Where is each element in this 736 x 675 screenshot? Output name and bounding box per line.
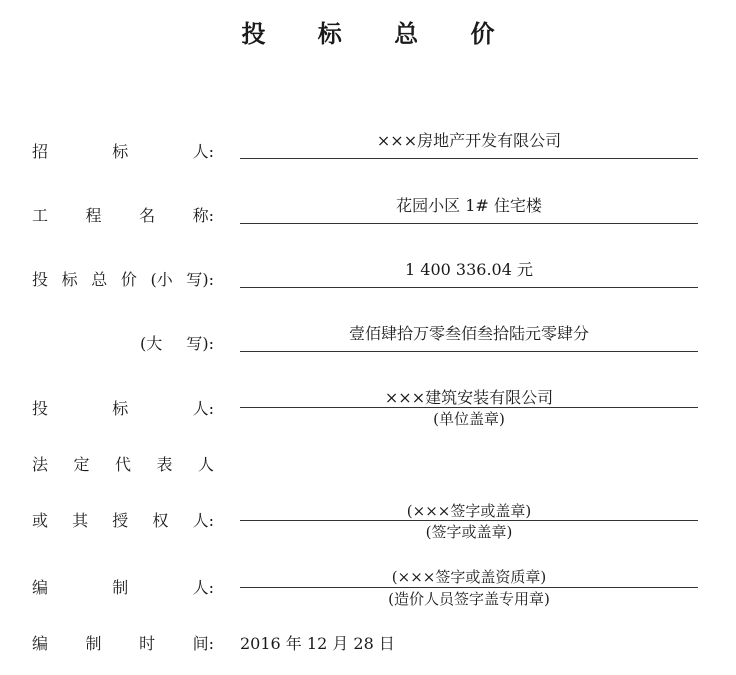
legal-rep-label-line1: [32, 454, 214, 476]
label-char: 标: [112, 142, 129, 161]
label-char: 写):: [186, 270, 214, 289]
label-char: 总: [91, 270, 108, 289]
document-title: 投 标 总 价: [241, 20, 517, 48]
label-char: 标: [61, 270, 78, 289]
label-char: 其: [72, 511, 89, 530]
tenderer-value: ×××房地产开发有限公司: [376, 131, 562, 150]
label-char: 工: [32, 206, 49, 225]
label-char: 编: [32, 634, 49, 653]
label-char: 权: [152, 511, 169, 530]
project-name-value: 花园小区 1# 住宅楼: [396, 196, 542, 215]
compile-time-label: [32, 633, 214, 655]
label-char: 表: [156, 455, 173, 474]
label-char: 间:: [192, 634, 214, 653]
legal-rep-value: (×××签字或盖章): [406, 502, 532, 520]
price-lowercase-value: 1 400 336.04 元: [405, 260, 533, 279]
label-char: 或: [32, 511, 49, 530]
bidder-underline: [240, 407, 698, 408]
label-char: 价: [120, 270, 137, 289]
legal-rep-underline: [240, 520, 698, 521]
label-char: 定: [73, 455, 90, 474]
compiler-label: [32, 577, 214, 599]
price-uppercase-value: 壹佰肆拾万零叁佰叁拾陆元零肆分: [348, 324, 589, 343]
label-char: 人:: [192, 399, 214, 418]
label-char: 名: [139, 206, 156, 225]
label-char: 法: [32, 455, 49, 474]
compile-time-value: 2016 年 12 月 28 日: [240, 634, 395, 653]
bidder-note: (单位盖章): [433, 410, 505, 428]
label-char: 标: [112, 399, 129, 418]
project-name-label: [32, 205, 214, 227]
label-char: 时: [139, 634, 156, 653]
compiler-underline: [240, 587, 698, 588]
bidder-label: [32, 398, 214, 420]
label-char: 人:: [192, 142, 214, 161]
label-char: 投: [32, 270, 49, 289]
label-char: 投: [32, 399, 49, 418]
label-char: 程: [85, 206, 102, 225]
label-char: 称:: [192, 206, 214, 225]
compiler-note: (造价人员签字盖专用章): [388, 590, 550, 608]
label-char: (小: [150, 270, 173, 289]
label-char: 人:: [192, 511, 214, 530]
label-char: 代: [114, 455, 131, 474]
legal-rep-note: (签字或盖章): [425, 523, 513, 541]
label-char: 写):: [186, 334, 214, 353]
price-uppercase-label: [140, 333, 214, 355]
tenderer-underline: [240, 158, 698, 159]
tenderer-label: [32, 141, 214, 163]
price-uppercase-underline: [240, 351, 698, 352]
bidder-value: ×××建筑安装有限公司: [384, 388, 554, 407]
project-name-underline: [240, 223, 698, 224]
price-lowercase-label: [32, 269, 214, 291]
label-char: 人: [197, 455, 214, 474]
label-char: 制: [112, 578, 129, 597]
label-char: 人:: [192, 578, 214, 597]
label-char: 授: [112, 511, 129, 530]
label-char: 制: [85, 634, 102, 653]
label-char: 编: [32, 578, 49, 597]
label-char: (大: [140, 334, 163, 353]
label-char: 招: [32, 142, 49, 161]
compiler-value: (×××签字或盖资质章): [391, 568, 547, 586]
price-lowercase-underline: [240, 287, 698, 288]
legal-rep-label-line2: [32, 510, 214, 532]
